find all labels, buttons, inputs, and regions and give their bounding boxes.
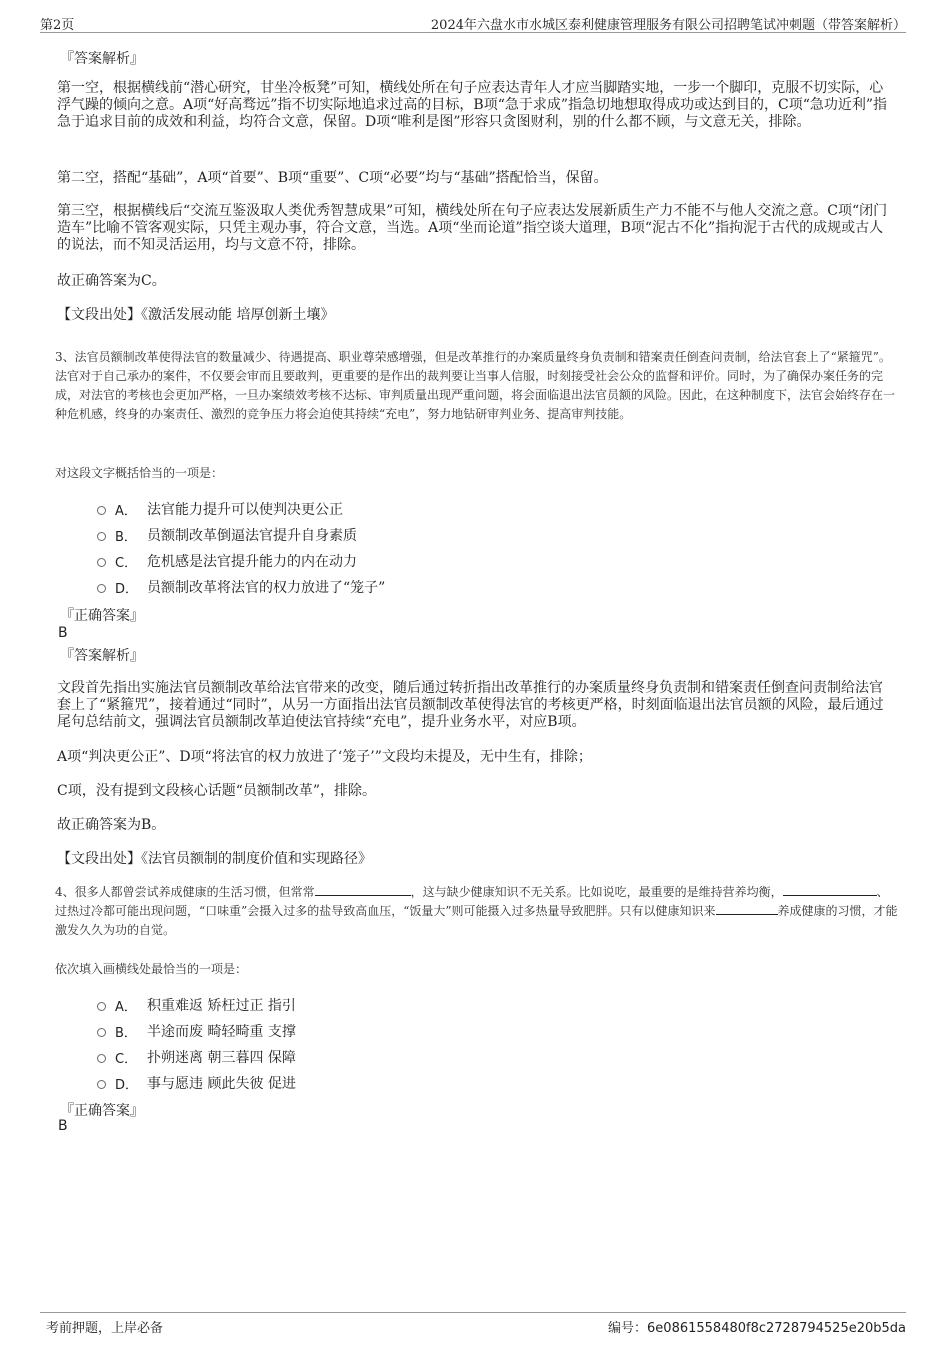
option-b[interactable]: B． 员额制改革倒逼法官提升自身素质 [97,525,357,545]
question-text: 3、法官员额制改革使得法官的数量减少、待遇提高、职业尊荣感增强，但是改革推行的办案质量终身负责制和错案责任倒查问责制，给法官套上了“紧箍咒”。法官对于自己承办的案件，不仅要会审而且要敢判，更重要的是作出的裁判要让当事人信服，时刻接受社会公众的监督和评价。同时，为了确保办案任务的完成，对法官的考核也会更加严格，一旦办案绩效考核不达标、审判质量出现严重问题，将会面临退出法官员额的风险。因此，在这种制度下，法官会始终存在一种危机感，终身的办案责任、激烈的竞争压力将会迫使其持续“充电”，努力地钻研审判业务、提高审判技能。 [55,350,896,421]
question-prompt: 对这段文字概括恰当的一项是： [55,466,224,480]
radio-icon[interactable] [97,584,106,593]
source-citation: 【文段出处】《激活发展动能 培厚创新土壤》 [57,307,335,323]
conclusion: 故正确答案为B。 [57,817,166,833]
page-number: 第2页 [40,18,75,33]
question-prompt: 依次填入画横线处最恰当的一项是： [55,962,248,976]
correct-answer-tag: 『正确答案』 [60,1103,144,1119]
analysis-paragraph: A项“判决更公正”、D项“将法官的权力放进了‘笼子’”文段均未提及，无中生有，排除； [57,749,592,765]
footer-slogan: 考前押题，上岸必备 [46,1321,164,1336]
blank-line [783,883,877,896]
correct-answer: B [58,1118,68,1134]
analysis-paragraph: 第一空，根据横线前“潜心研究，甘坐冷板凳”可知，横线处所在句子应表达青年人才应当脚踏实地，一步一个脚印，克服不切实际，心浮气躁的倾向之意。A项“好高骛远”指不切实际地追求过高的目标，B项“急于求成”指急切地想取得成功或达到目的，C项“急功近利”指急于追求目前的成效和利益，均符合文意，保留。D项“唯利是图”形容只贪图财利，别的什么都不顾，与文意无关，排除。 [57,80,888,130]
option-d[interactable]: D． 事与愿违 顾此失彼 促进 [97,1073,296,1093]
option-text: 半途而废 畸轻畸重 支撑 [147,1024,296,1040]
option-text: 员额制改革倒逼法官提升自身素质 [147,528,357,544]
option-a[interactable]: A． 法官能力提升可以使判决更公正 [97,499,343,519]
option-d[interactable]: D． 员额制改革将法官的权力放进了“笼子” [97,577,385,597]
blank-line [315,883,411,896]
analysis-paragraph: C项，没有提到文段核心话题“员额制改革”，排除。 [57,783,377,799]
radio-icon[interactable] [97,1080,106,1089]
option-b[interactable]: B． 半途而废 畸轻畸重 支撑 [97,1021,296,1041]
option-c[interactable]: C． 危机感是法官提升能力的内在动力 [97,551,357,571]
option-text: 扑朔迷离 朝三暮四 保障 [147,1050,296,1066]
analysis-paragraph: 第三空，根据横线后“交流互鉴汲取人类优秀智慧成果”可知，横线处所在句子应表达发展新质生产力不能不与他人交流之意。C项“闭门造车”比喻不管客观实际，只凭主观办事，符合文意，当选。A项“坐而论道”指空谈大道理，B项“泥古不化”指拘泥于古代的成规或古人的说法，而不知灵活运用，均与文意不符，排除。 [57,203,888,253]
analysis-paragraph: 文段首先指出实施法官员额制改革给法官带来的改变，随后通过转折指出改革推行的办案质量终身负责制和错案责任倒查问责制给法官套上了“紧箍咒”，接着通过“同时”，从另一方面指出法官员额制改革使得法官的考核更严格，时刻面临退出法官员额的风险，最后通过尾句总结前文，强调法官员额制改革迫使法官持续“充电”，提升业务水平，对应B项。 [57,680,884,730]
radio-icon[interactable] [97,1054,106,1063]
conclusion: 故正确答案为C。 [57,273,166,289]
document-code: 编号：6e0861558480f8c2728794525e20b5da [608,1321,906,1336]
correct-answer-tag: 『正确答案』 [60,608,144,624]
option-text: 危机感是法官提升能力的内在动力 [147,554,357,570]
blank-line [716,902,778,915]
source-citation: 【文段出处】《法官员额制的制度价值和实现路径》 [57,851,372,867]
radio-icon[interactable] [97,558,106,567]
document-title: 2024年六盘水市水城区泰利健康管理服务有限公司招聘笔试冲刺题（带答案解析） [430,18,906,33]
analysis-tag: 『答案解析』 [60,648,144,664]
option-text: 事与愿违 顾此失彼 促进 [147,1076,296,1092]
analysis-tag: 『答案解析』 [60,51,144,67]
page-header [40,10,906,33]
option-text: 法官能力提升可以使判决更公正 [147,502,343,518]
radio-icon[interactable] [97,506,106,515]
correct-answer: B [58,625,68,641]
option-text: 员额制改革将法官的权力放进了“笼子” [147,580,386,596]
option-a[interactable]: A． 积重难返 矫枉过正 指引 [97,995,296,1015]
radio-icon[interactable] [97,1002,106,1011]
option-text: 积重难返 矫枉过正 指引 [147,998,296,1014]
radio-icon[interactable] [97,1028,106,1037]
question-text: 4、很多人都曾尝试养成健康的生活习惯，但常常 ，这与缺少健康知识不无关系。比如说吃，最重要的是维持营养均衡， 、过热过冷都可能出现问题，“口味重”会摄入过多的盐导致高血压，“饭量大”则可能摄入过多热量导致肥胖。只有以健康知识来 养成健康的习惯，才能激发久久为功的自觉。 [55,885,898,937]
analysis-paragraph: 第二空，搭配“基础”，A项“首要”、B项“重要”、C项“必要”均与“基础”搭配恰当，保留。 [57,170,608,186]
page-footer [40,1312,906,1343]
radio-icon[interactable] [97,532,106,541]
option-c[interactable]: C． 扑朔迷离 朝三暮四 保障 [97,1047,296,1067]
